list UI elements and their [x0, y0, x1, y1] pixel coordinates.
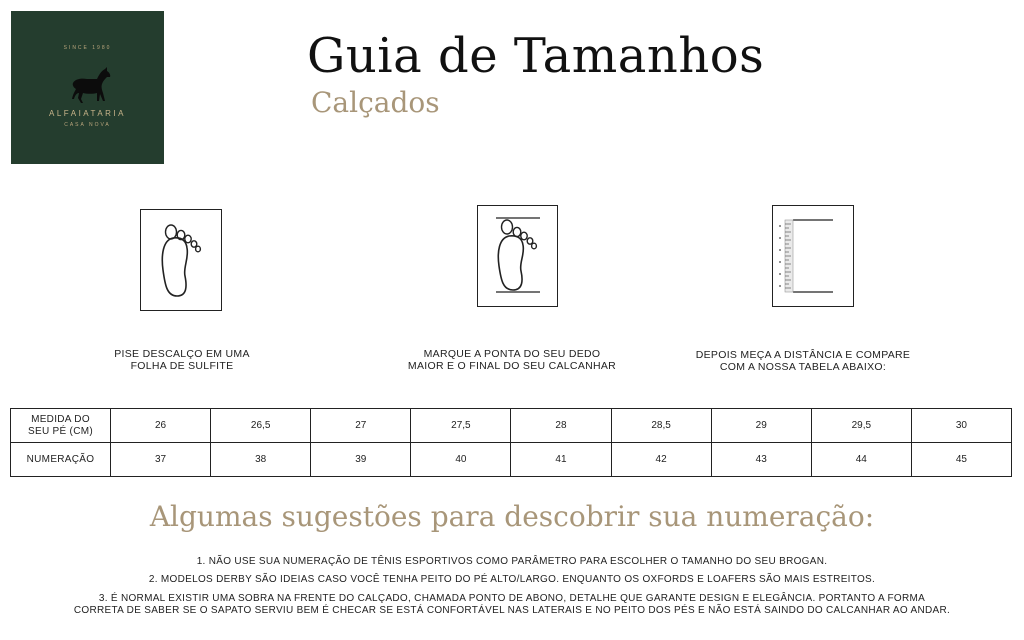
- footprint-marked-icon: [478, 206, 557, 306]
- table-row-header-size: NUMERAÇÃO: [11, 443, 111, 477]
- table-cell-size: 41: [511, 443, 611, 477]
- table-cell-size: 39: [311, 443, 411, 477]
- step3-caption-line1: DEPOIS MEÇA A DISTÂNCIA E COMPARE: [695, 349, 911, 361]
- table-cell-size: 45: [911, 443, 1011, 477]
- tip-3-line1: 3. É NORMAL EXISTIR UMA SOBRA NA FRENTE DO CALÇADO, CHAMADA PONTO DE ABONO, DETALHE QUE GARANTE DESIGN E ELEGÂNCIA. PORTANTO A FORMA: [98, 593, 926, 604]
- table-cell-size: 43: [711, 443, 811, 477]
- footprint-icon: [141, 210, 221, 310]
- table-cell-measure: 29: [711, 409, 811, 443]
- table-row-measure: [11, 409, 1012, 443]
- logo-brand-text: ALFAIATARIA: [49, 109, 126, 118]
- table-header-line1: MEDIDA DO: [31, 413, 90, 425]
- step3-caption: [690, 349, 916, 373]
- step1-illustration: [140, 209, 222, 311]
- tips-heading: Algumas sugestões para descobrir sua numeração:: [149, 500, 875, 533]
- page-title: Guia de Tamanhos: [307, 28, 765, 84]
- logo-since-text: SINCE 1980: [63, 45, 112, 51]
- table-row-header-measure: [11, 409, 111, 443]
- table-header-line2: SEU PÉ (CM): [28, 425, 93, 437]
- table-cell-measure: 30: [911, 409, 1011, 443]
- table-cell-size: 40: [411, 443, 511, 477]
- step3-caption-line2: COM A NOSSA TABELA ABAIXO:: [719, 361, 887, 373]
- step1-caption-line2: FOLHA DE SULFITE: [130, 360, 234, 372]
- ruler-measure-icon: [773, 206, 853, 306]
- logo-subtitle-text: CASA NOVA: [64, 122, 111, 128]
- table-cell-size: 37: [111, 443, 211, 477]
- tip-3-line2: CORRETA DE SABER SE O SAPATO SERVIU BEM É CHECAR SE ESTÁ CONFORTÁVEL NAS LATERAIS E NO PEITO DOS PÉS E NÃO ESTÁ SAINDO DO CALCANHAR AO ANDAR.: [73, 605, 951, 616]
- table-cell-size: 42: [611, 443, 711, 477]
- tip-2: 2. MODELOS DERBY SÃO IDEIAS CASO VOCÊ TENHA PEITO DO PÉ ALTO/LARGO. ENQUANTO OS OXFORDS E LOAFERS SÃO MAIS ESTREITOS.: [148, 574, 876, 585]
- table-cell-size: 38: [211, 443, 311, 477]
- tip-1: 1. NÃO USE SUA NUMERAÇÃO DE TÊNIS ESPORTIVOS COMO PARÂMETRO PARA ESCOLHER O TAMANHO DO SEU BROGAN.: [196, 556, 828, 567]
- step1-caption: [80, 348, 284, 372]
- step2-illustration: [477, 205, 558, 307]
- table-cell-measure: 28: [511, 409, 611, 443]
- table-row-size: [11, 443, 1012, 477]
- brand-logo: [11, 11, 164, 164]
- step3-illustration: [772, 205, 854, 307]
- table-cell-measure: 26,5: [211, 409, 311, 443]
- step2-caption-line2: MAIOR E O FINAL DO SEU CALCANHAR: [407, 360, 617, 372]
- step1-caption-line1: PISE DESCALÇO EM UMA: [114, 348, 250, 360]
- table-cell-measure: 28,5: [611, 409, 711, 443]
- table-cell-measure: 27,5: [411, 409, 511, 443]
- size-table: [10, 408, 1012, 477]
- table-cell-size: 44: [811, 443, 911, 477]
- step2-caption: [400, 348, 624, 372]
- table-cell-measure: 29,5: [811, 409, 911, 443]
- table-cell-measure: 27: [311, 409, 411, 443]
- page-subtitle: Calçados: [311, 86, 440, 119]
- horse-icon: [65, 63, 115, 113]
- step2-caption-line1: MARQUE A PONTA DO SEU DEDO: [423, 348, 601, 360]
- table-cell-measure: 26: [111, 409, 211, 443]
